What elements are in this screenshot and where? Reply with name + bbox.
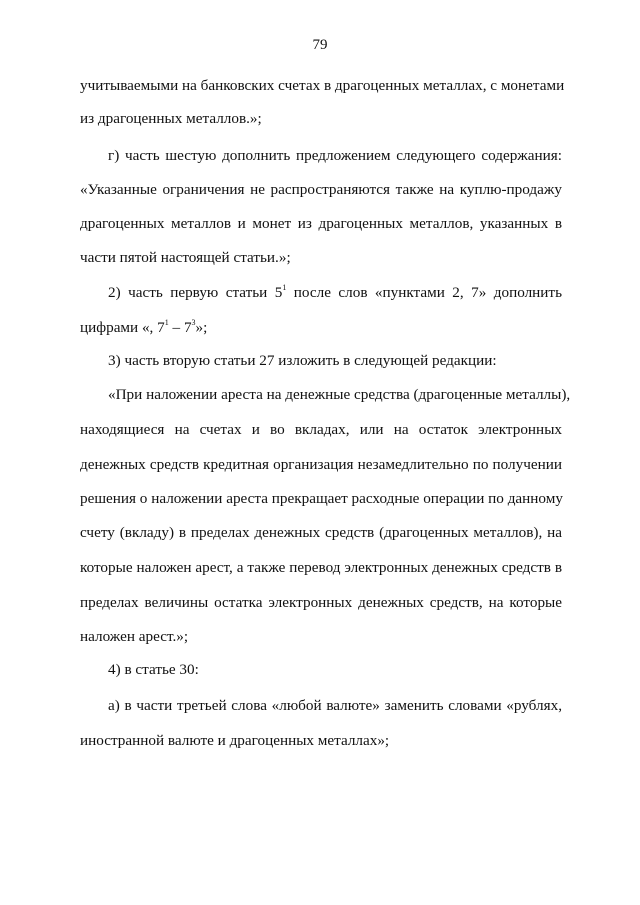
- superscript: 1: [282, 283, 287, 292]
- text-segment: – 7: [168, 319, 192, 336]
- superscript: 1: [164, 318, 169, 327]
- text-line: иностранной валюте и драгоценных металлах»;: [80, 732, 390, 749]
- text-line: г) часть шестую дополнить предложением следующего содержания:: [108, 147, 562, 164]
- text-line: пределах величины остатка электронных денежных средств, на которые: [80, 594, 562, 611]
- text-line: которые наложен арест, а также перевод электронных денежных средств в: [80, 559, 562, 576]
- text-line: драгоценных металлов и монет из драгоценных металлов, указанных в: [80, 215, 562, 232]
- text-line: [80, 319, 562, 337]
- text-line: 4) в статье 30:: [108, 661, 199, 678]
- text-line: «Указанные ограничения не распространяются также на куплю-продажу: [80, 181, 562, 198]
- text-line: счету (вкладу) в пределах денежных средств (драгоценных металлов), на: [80, 524, 562, 541]
- text-line: наложен арест.»;: [80, 628, 189, 645]
- text-segment: цифрами «, 7: [80, 319, 165, 336]
- text-segment: 2) часть первую статьи 5: [108, 284, 283, 301]
- text-segment: после слов «пунктами 2, 7» дополнить: [286, 284, 562, 301]
- text-line: а) в части третьей слова «любой валюте» заменить словами «рублях,: [108, 697, 562, 714]
- page-number: 79: [312, 37, 328, 53]
- superscript: 3: [191, 318, 196, 327]
- text-line: из драгоценных металлов.»;: [80, 110, 262, 127]
- text-line: находящиеся на счетах и во вкладах, или на остаток электронных: [80, 421, 562, 438]
- text-line: [108, 284, 562, 302]
- text-line: части пятой настоящей статьи.»;: [80, 249, 291, 266]
- text-line: решения о наложении ареста прекращает расходные операции по данному: [80, 490, 563, 507]
- text-line: учитываемыми на банковских счетах в драгоценных металлах, с монетами: [80, 77, 565, 94]
- text-line: денежных средств кредитная организация незамедлительно по получении: [80, 456, 562, 473]
- text-line: «При наложении ареста на денежные средства (драгоценные металлы),: [108, 386, 571, 403]
- text-line: 3) часть вторую статьи 27 изложить в следующей редакции:: [108, 352, 497, 369]
- text-segment: »;: [195, 319, 208, 336]
